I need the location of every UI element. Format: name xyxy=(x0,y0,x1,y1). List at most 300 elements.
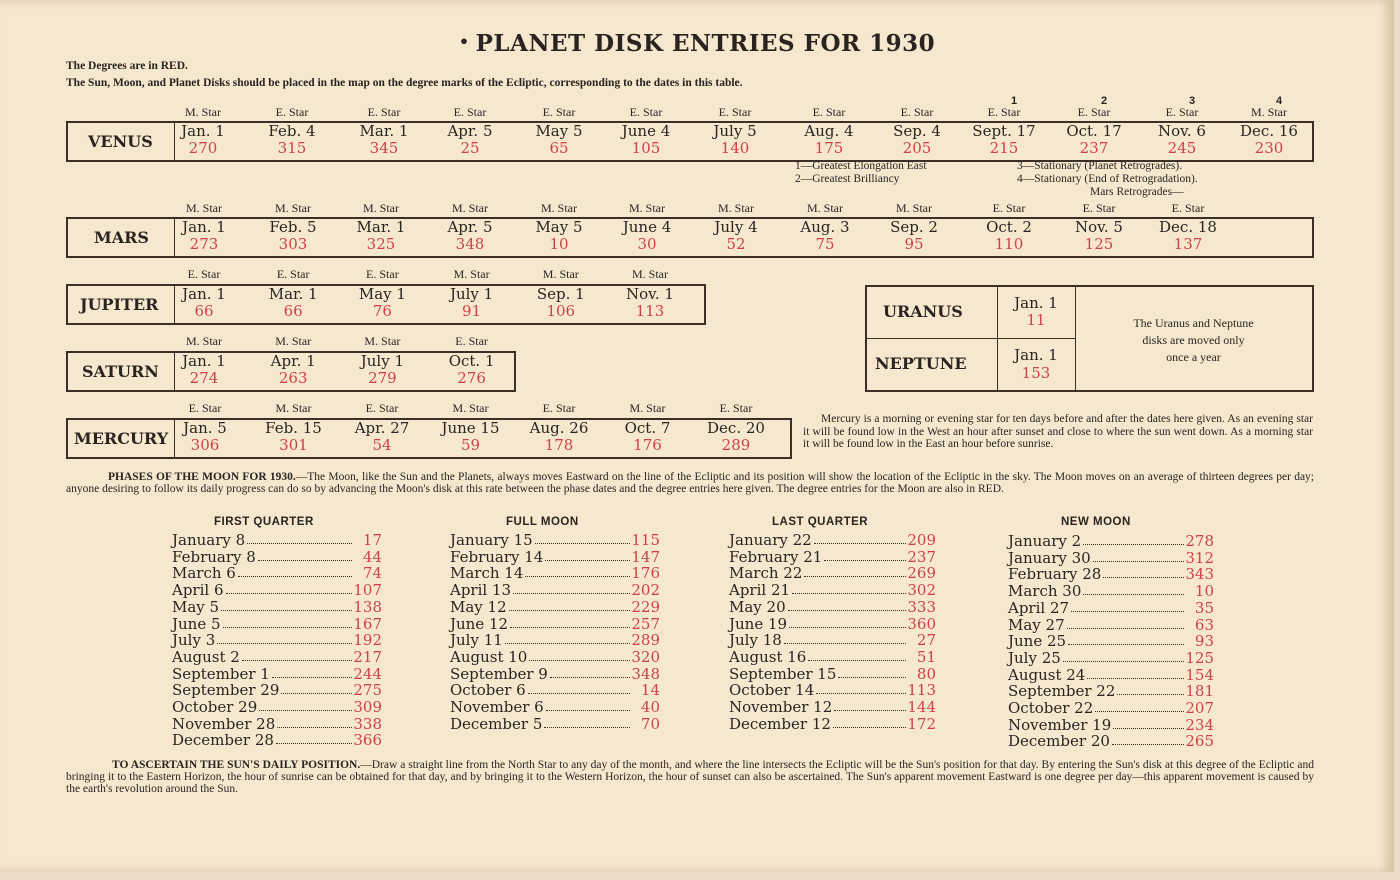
moon-phase-row xyxy=(172,599,382,616)
moon-phase-degree: 278 xyxy=(1185,532,1214,550)
venus-star-label: E. Star xyxy=(275,105,309,119)
venus-date: June 4 xyxy=(621,122,671,140)
moon-phase-row xyxy=(1008,600,1214,617)
moon-phase-row xyxy=(1008,683,1214,700)
moon-phase-date: August 10 xyxy=(450,647,528,666)
neptune-date: Jan. 1 xyxy=(1014,346,1058,364)
mars-degree: 52 xyxy=(726,235,746,253)
venus-degree: 245 xyxy=(1167,139,1197,157)
mercury-name: MERCURY xyxy=(74,429,169,448)
moon-phase-date: January 2 xyxy=(1008,532,1082,550)
dot-leader xyxy=(1071,611,1184,612)
mars-degree: 75 xyxy=(815,235,835,253)
mars-date: Oct. 2 xyxy=(986,218,1032,236)
dot-leader xyxy=(824,560,906,561)
venus-footnote-number: 4 xyxy=(1275,95,1283,107)
dot-leader xyxy=(1103,577,1184,578)
dot-leader xyxy=(505,643,630,644)
venus-date: July 5 xyxy=(713,122,757,140)
venus-date: Aug. 4 xyxy=(804,122,854,140)
venus-degree: 237 xyxy=(1079,139,1109,157)
moon-phase-degree: 309 xyxy=(353,698,382,716)
jupiter-name: JUPITER xyxy=(80,295,159,314)
venus-star-label: E. Star xyxy=(812,105,846,119)
moon-phase-degree: 333 xyxy=(907,597,936,616)
moon-phase-degree: 207 xyxy=(1185,699,1214,717)
moon-phase-row xyxy=(172,666,382,683)
moon-phase-date: May 27 xyxy=(1008,615,1065,634)
moon-phase-degree: 244 xyxy=(353,664,382,683)
moon-phase-row xyxy=(1008,583,1214,600)
mars-star-label: M. Star xyxy=(275,201,311,215)
moon-phase-degree: 138 xyxy=(353,597,382,616)
moon-phase-row xyxy=(450,532,660,549)
moon-phase-row xyxy=(450,666,660,683)
saturn-star-label: M. Star xyxy=(186,334,222,348)
mercury-star-label: M. Star xyxy=(629,401,666,415)
moon-phase-row xyxy=(1008,733,1214,750)
dot-leader xyxy=(545,560,630,561)
moon-phase-degree: 181 xyxy=(1185,682,1214,701)
moon-phase-date: October 14 xyxy=(729,681,815,700)
mercury-date: June 15 xyxy=(441,419,500,437)
moon-phase-row xyxy=(729,565,936,582)
moon-phase-date: March 6 xyxy=(172,564,236,583)
dot-leader xyxy=(1068,644,1184,645)
moon-phase-row xyxy=(450,716,660,733)
dot-leader xyxy=(1093,561,1184,562)
moon-phase-date: February 8 xyxy=(172,547,256,566)
moon-phase-degree: 172 xyxy=(907,714,936,733)
moon-phase-date: May 12 xyxy=(450,597,507,616)
dot-leader xyxy=(1063,661,1184,662)
venus-star-label: E. Star xyxy=(718,105,752,119)
venus-date: Apr. 5 xyxy=(447,122,493,140)
moon-phase-degree: 275 xyxy=(353,681,382,700)
saturn-name: SATURN xyxy=(82,362,159,381)
moon-phase-degree: 302 xyxy=(907,581,936,600)
venus-note-1: 1—Greatest Elongation East xyxy=(795,160,927,172)
venus-date: Mar. 1 xyxy=(359,122,409,140)
saturn-degree: 279 xyxy=(368,369,397,387)
moon-phase-row xyxy=(729,716,936,733)
moon-phase-row xyxy=(1008,617,1214,634)
venus-date: Sept. 17 xyxy=(972,122,1036,140)
mars-star-label: M. Star xyxy=(629,201,665,215)
moon-phase-row xyxy=(172,532,382,549)
moon-phase-degree: 44 xyxy=(362,547,382,566)
moon-phase-date: September 22 xyxy=(1008,682,1116,701)
moon-phase-row xyxy=(729,666,936,683)
moon-phase-degree: 144 xyxy=(907,698,936,716)
mercury-star-label: E. Star xyxy=(188,401,222,415)
moon-phase-degree: 265 xyxy=(1185,732,1214,751)
mars-date: June 4 xyxy=(622,218,672,236)
moon-phase-degree: 107 xyxy=(353,581,382,600)
moon-phase-degree: 40 xyxy=(640,698,660,716)
venus-note-3: 3—Stationary (Planet Retrogrades). xyxy=(1017,160,1183,172)
moon-phase-date: June 5 xyxy=(172,614,221,633)
saturn-degree: 274 xyxy=(189,369,219,387)
mercury-star-label: E. Star xyxy=(542,401,576,415)
venus-star-label: E. Star xyxy=(987,105,1021,119)
moon-phase-row xyxy=(729,699,936,716)
mars-star-label: M. Star xyxy=(807,201,843,215)
dot-leader xyxy=(238,576,352,577)
venus-star-label: E. Star xyxy=(1165,105,1199,119)
dot-leader xyxy=(833,727,906,728)
dot-leader xyxy=(223,627,352,628)
venus-date: Feb. 4 xyxy=(268,122,316,140)
dot-leader xyxy=(217,643,352,644)
mercury-date: Dec. 20 xyxy=(707,419,765,437)
moon-phase-date: September 1 xyxy=(172,664,270,683)
moon-phase-date: November 6 xyxy=(450,698,544,716)
moon-phase-date: June 25 xyxy=(1008,632,1067,651)
moon-phase-row xyxy=(172,582,382,599)
mars-date: May 5 xyxy=(535,218,583,236)
moon-phase-date: April 21 xyxy=(729,581,791,600)
dot-leader xyxy=(226,593,352,594)
moon-phase-date: September 15 xyxy=(729,664,837,683)
saturn-date: July 1 xyxy=(360,352,405,370)
dot-leader xyxy=(535,543,630,544)
mars-retrogrades-note: Mars Retrogrades— xyxy=(1090,186,1184,198)
saturn-star-label: M. Star xyxy=(364,334,401,348)
mars-date: Feb. 5 xyxy=(269,218,317,236)
jupiter-degree: 113 xyxy=(635,302,665,320)
saturn-date: Jan. 1 xyxy=(182,352,226,370)
jupiter-degree: 66 xyxy=(194,302,214,320)
moon-phase-date: January 15 xyxy=(450,531,533,549)
moon-phase-row xyxy=(1008,550,1214,567)
dot-leader xyxy=(276,743,352,744)
jupiter-star-label: M. Star xyxy=(632,267,668,281)
moon-phase-degree: 125 xyxy=(1185,648,1214,667)
mercury-date: Oct. 7 xyxy=(624,419,671,437)
venus-date: Dec. 16 xyxy=(1240,122,1298,140)
jupiter-date: Nov. 1 xyxy=(626,285,674,303)
moon-phase-degree: 115 xyxy=(631,531,660,549)
dot-leader xyxy=(789,627,906,628)
mercury-date: Feb. 15 xyxy=(265,419,322,437)
moon-phase-degree: 312 xyxy=(1185,548,1214,567)
moon-phase-date: November 12 xyxy=(729,698,833,716)
jupiter-degree: 76 xyxy=(372,302,392,320)
moon-phase-row xyxy=(172,565,382,582)
moon-phase-date: June 12 xyxy=(450,614,509,633)
mars-star-label: M. Star xyxy=(363,201,399,215)
moon-phase-date: December 20 xyxy=(1008,732,1110,751)
mercury-date: Jan. 5 xyxy=(183,419,227,437)
moon-column-heading: LAST QUARTER xyxy=(772,516,869,528)
moon-phase-date: January 8 xyxy=(172,531,246,549)
moon-phase-row xyxy=(450,699,660,716)
mars-date: Apr. 5 xyxy=(447,218,493,236)
moon-phase-degree: 366 xyxy=(353,731,382,750)
dot-leader xyxy=(259,710,352,711)
moon-phase-row xyxy=(729,549,936,566)
venus-star-label: M. Star xyxy=(185,105,221,119)
moon-phase-degree: 74 xyxy=(362,564,382,583)
moon-phase-degree: 80 xyxy=(916,664,936,683)
moon-phase-degree: 237 xyxy=(907,547,936,566)
moon-phase-degree: 154 xyxy=(1185,665,1214,684)
saturn-star-label: M. Star xyxy=(275,334,312,348)
mercury-degree: 176 xyxy=(633,436,662,454)
moon-phase-date: May 5 xyxy=(172,597,220,616)
dot-leader xyxy=(792,593,906,594)
venus-footnote-number: 2 xyxy=(1100,95,1108,107)
moon-phase-date: December 5 xyxy=(450,714,543,733)
intro-line-2: The Sun, Moon, and Planet Disks should be placed in the map on the degree marks of the Ecliptic, corresponding to the dates in this table. xyxy=(66,77,743,89)
venus-degree: 345 xyxy=(369,139,399,157)
moon-phase-row xyxy=(729,599,936,616)
moon-phase-degree: 338 xyxy=(353,714,382,733)
moon-phase-row xyxy=(172,682,382,699)
moon-phase-date: July 18 xyxy=(729,631,782,650)
mars-star-label: M. Star xyxy=(186,201,222,215)
moon-phase-date: August 16 xyxy=(729,647,807,666)
moon-phase-row xyxy=(450,649,660,666)
moon-phase-degree: 289 xyxy=(631,631,660,650)
moon-phase-degree: 51 xyxy=(916,647,936,666)
moon-phase-degree: 360 xyxy=(907,614,936,633)
intro-line-1: The Degrees are in RED. xyxy=(66,60,188,72)
venus-date: Sep. 4 xyxy=(893,122,941,140)
mars-degree: 110 xyxy=(994,235,1024,253)
moon-phase-date: December 12 xyxy=(729,714,831,733)
moon-phase-date: October 29 xyxy=(172,698,258,716)
mars-date: July 4 xyxy=(714,218,758,236)
moon-phase-degree: 229 xyxy=(631,597,660,616)
moon-phase-date: July 11 xyxy=(450,631,503,650)
moon-phase-date: November 19 xyxy=(1008,715,1112,734)
venus-degree: 175 xyxy=(814,139,844,157)
moon-phase-date: October 6 xyxy=(450,681,526,700)
venus-degree: 270 xyxy=(188,139,218,157)
jupiter-date: July 1 xyxy=(449,285,494,303)
moon-phases-text: —The Moon, like the Sun and the Planets, always moves Eastward on the line of the Ecliptic and its position will show the location of the Ecliptic in the sky. The Moon moves on an average of thirteen degrees per day; anyone desiring to follow its daily progress can do so by advancing the Moon's disk at this rate between the phase dates and the degree entries here given. The degree entries for the Moon are also in RED. xyxy=(66,471,1314,495)
moon-phase-date: September 29 xyxy=(172,681,280,700)
dot-leader xyxy=(221,610,352,611)
moon-phase-row xyxy=(450,549,660,566)
mars-degree: 10 xyxy=(549,235,569,253)
mars-star-label: M. Star xyxy=(896,201,932,215)
neptune-name: NEPTUNE xyxy=(875,354,967,373)
venus-date: Oct. 17 xyxy=(1066,122,1122,140)
mercury-degree: 54 xyxy=(372,436,392,454)
jupiter-date: Mar. 1 xyxy=(268,285,318,303)
moon-phase-date: November 28 xyxy=(172,714,276,733)
jupiter-date: May 1 xyxy=(358,285,406,303)
mars-degree: 325 xyxy=(366,235,396,253)
dot-leader xyxy=(804,576,906,577)
saturn-star-label: E. Star xyxy=(455,334,488,348)
moon-phase-row xyxy=(729,632,936,649)
uranus-degree: 11 xyxy=(1026,311,1046,329)
dot-leader xyxy=(834,710,906,711)
mars-name: MARS xyxy=(94,228,149,247)
mercury-star-label: E. Star xyxy=(365,401,399,415)
dot-leader xyxy=(510,627,630,628)
dot-leader xyxy=(272,677,352,678)
moon-phase-row xyxy=(729,582,936,599)
dot-leader xyxy=(1083,544,1184,545)
jupiter-degree: 106 xyxy=(546,302,576,320)
outer-planets-note: The Uranus and Neptune disks are moved only once a year xyxy=(1133,316,1254,364)
dot-leader xyxy=(550,677,630,678)
mercury-star-label: M. Star xyxy=(275,401,312,415)
moon-phase-degree: 17 xyxy=(362,531,382,549)
sun-position-paragraph xyxy=(66,759,1314,795)
moon-phase-degree: 176 xyxy=(631,564,660,583)
mercury-degree: 289 xyxy=(721,436,751,454)
moon-phase-degree: 10 xyxy=(1194,582,1214,601)
moon-phase-row xyxy=(729,616,936,633)
moon-phase-date: February 21 xyxy=(729,547,823,566)
saturn-degree: 263 xyxy=(278,369,308,387)
moon-phase-row xyxy=(729,532,936,549)
moon-phase-date: July 3 xyxy=(172,631,216,650)
dot-leader xyxy=(788,610,906,611)
moon-phase-date: March 14 xyxy=(450,564,524,583)
moon-phase-date: June 19 xyxy=(729,614,788,633)
mercury-note: Mercury is a morning or evening star for ten days before and after the dates here given. As an evening star it will be found low in the West an hour after sunset and close to where the sun went down. As a morning star it will be found low in the East an hour before sunrise. xyxy=(803,413,1313,450)
moon-phase-degree: 269 xyxy=(907,564,936,583)
venus-date: May 5 xyxy=(535,122,583,140)
dot-leader xyxy=(242,660,352,661)
mars-star-label: E. Star xyxy=(1082,201,1116,215)
mars-star-label: E. Star xyxy=(992,201,1026,215)
dot-leader xyxy=(544,727,630,728)
moon-phase-row xyxy=(1008,717,1214,734)
moon-phase-degree: 167 xyxy=(353,614,382,633)
moon-phase-row xyxy=(172,732,382,749)
venus-star-label: M. Star xyxy=(1251,105,1287,119)
moon-phase-degree: 348 xyxy=(631,664,660,683)
mercury-star-label: E. Star xyxy=(719,401,753,415)
mars-star-label: M. Star xyxy=(541,201,577,215)
moon-phase-degree: 70 xyxy=(640,714,660,733)
moon-column-heading: NEW MOON xyxy=(1061,516,1131,528)
moon-phase-degree: 93 xyxy=(1194,632,1214,651)
mars-degree: 125 xyxy=(1084,235,1114,253)
saturn-date: Oct. 1 xyxy=(448,352,495,370)
venus-star-label: E. Star xyxy=(453,105,487,119)
dot-leader xyxy=(816,693,906,694)
venus-star-label: E. Star xyxy=(629,105,663,119)
moon-phase-date: January 22 xyxy=(729,531,812,549)
venus-degree: 215 xyxy=(989,139,1019,157)
moon-phase-row xyxy=(450,632,660,649)
venus-degree: 140 xyxy=(720,139,750,157)
mars-date: Jan. 1 xyxy=(182,218,226,236)
dot-leader xyxy=(1083,594,1184,595)
mercury-date: Apr. 27 xyxy=(354,419,410,437)
venus-star-label: E. Star xyxy=(367,105,401,119)
jupiter-star-label: M. Star xyxy=(453,267,490,281)
mars-star-label: E. Star xyxy=(1171,201,1205,215)
moon-phase-degree: 209 xyxy=(907,531,936,549)
moon-phase-date: January 30 xyxy=(1008,548,1091,567)
moon-phase-row xyxy=(172,632,382,649)
moon-phase-row xyxy=(450,582,660,599)
dot-leader xyxy=(1067,628,1184,629)
moon-phase-date: August 2 xyxy=(172,647,240,666)
moon-phase-date: February 28 xyxy=(1008,565,1102,584)
jupiter-star-label: E. Star xyxy=(366,267,399,281)
moon-phase-date: April 27 xyxy=(1008,598,1070,617)
jupiter-degree: 91 xyxy=(462,302,482,320)
dot-leader xyxy=(1112,744,1184,745)
venus-star-label: E. Star xyxy=(900,105,934,119)
dot-leader xyxy=(525,576,630,577)
saturn-date: Apr. 1 xyxy=(270,352,316,370)
jupiter-date: Sep. 1 xyxy=(536,285,585,303)
dot-leader xyxy=(1117,694,1184,695)
moon-column-heading: FIRST QUARTER xyxy=(214,516,314,528)
moon-phase-row xyxy=(172,716,382,733)
sun-position-heading: TO ASCERTAIN THE SUN'S DAILY POSITION. xyxy=(112,759,361,771)
venus-degree: 105 xyxy=(631,139,661,157)
uranus-date: Jan. 1 xyxy=(1014,294,1058,312)
venus-degree: 25 xyxy=(460,139,480,157)
mars-date: Mar. 1 xyxy=(356,218,406,236)
moon-phase-degree: 113 xyxy=(907,681,936,700)
moon-phase-degree: 202 xyxy=(631,581,660,600)
dot-leader xyxy=(1095,711,1184,712)
moon-phase-row xyxy=(1008,566,1214,583)
moon-phase-row xyxy=(450,599,660,616)
moon-phase-date: March 22 xyxy=(729,564,803,583)
outer-planets-table xyxy=(865,285,1314,392)
mars-degree: 348 xyxy=(455,235,485,253)
moon-phase-degree: 234 xyxy=(1185,715,1214,734)
moon-phase-date: March 30 xyxy=(1008,582,1082,601)
jupiter-star-label: E. Star xyxy=(187,267,221,281)
mercury-date: Aug. 26 xyxy=(529,419,589,437)
moon-phase-row xyxy=(1008,633,1214,650)
moon-phase-degree: 147 xyxy=(631,547,660,566)
moon-phase-degree: 257 xyxy=(631,614,660,633)
mercury-degree: 59 xyxy=(460,436,481,454)
venus-star-label: E. Star xyxy=(542,105,576,119)
moon-phase-degree: 217 xyxy=(353,647,382,666)
dot-leader xyxy=(513,593,630,594)
moon-phase-degree: 35 xyxy=(1194,598,1214,617)
moon-phase-date: February 14 xyxy=(450,547,544,566)
moon-column-heading: FULL MOON xyxy=(506,516,579,528)
venus-degree: 230 xyxy=(1254,139,1284,157)
saturn-degree: 276 xyxy=(457,369,486,387)
moon-phase-degree: 320 xyxy=(631,647,660,666)
jupiter-star-label: M. Star xyxy=(542,267,579,281)
dot-leader xyxy=(1113,728,1184,729)
dot-leader xyxy=(258,560,352,561)
jupiter-star-label: E. Star xyxy=(276,267,310,281)
dot-leader xyxy=(814,543,906,544)
venus-footnote-number: 3 xyxy=(1188,95,1196,107)
mars-degree: 95 xyxy=(904,235,924,253)
mars-degree: 303 xyxy=(278,235,308,253)
dot-leader xyxy=(281,693,352,694)
mars-degree: 30 xyxy=(637,235,657,253)
moon-phases-paragraph xyxy=(66,471,1314,495)
neptune-degree: 153 xyxy=(1021,364,1051,382)
page-title: • PLANET DISK ENTRIES FOR 1930 xyxy=(458,30,936,57)
moon-phase-date: April 6 xyxy=(172,581,224,600)
